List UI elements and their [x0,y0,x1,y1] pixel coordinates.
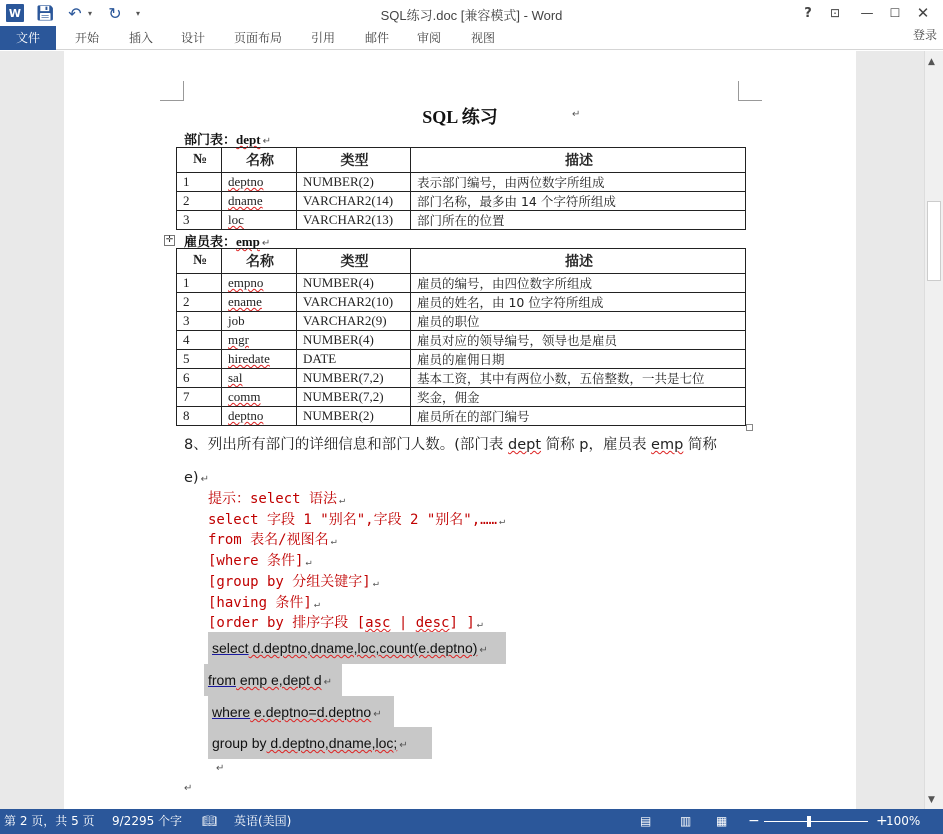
table-row [177,192,746,211]
code-line[interactable] [208,696,394,728]
table-resize-handle[interactable] [746,424,753,431]
cell-name-text: hiredate [228,351,270,366]
cell-no[interactable]: 4 [177,331,222,350]
help-icon[interactable]: ? [804,5,812,21]
cell-desc[interactable]: 基本工资，其中有两位小数，五倍整数，一共是七位 [411,369,746,388]
cell-name[interactable] [222,293,297,312]
cell-name[interactable] [222,369,297,388]
cell-name[interactable] [222,312,297,331]
header-no: № [177,249,222,274]
cell-no[interactable]: 3 [177,211,222,230]
question-text: 8、列出所有部门的详细信息和部门人数。(部门表 [184,437,508,453]
cell-type[interactable]: NUMBER(4) [297,274,411,293]
document-page[interactable] [64,51,856,809]
hint-line[interactable] [208,612,483,632]
cell-desc[interactable]: 部门名称，最多由 14 个字符所组成 [411,192,746,211]
cell-type[interactable]: VARCHAR2(9) [297,312,411,331]
hint-asc: asc [365,615,391,631]
hint-text: 提示：select 语法 [208,491,338,507]
question-text: 简称 p，雇员表 [541,437,652,453]
vertical-scrollbar[interactable] [924,51,943,809]
zoom-level[interactable]: 100% [886,814,921,828]
cell-name[interactable] [222,173,297,192]
cell-desc[interactable]: 雇员所在的部门编号 [411,407,746,426]
tab-file[interactable]: 文件 [0,26,56,50]
dept-label-name: dept [236,132,261,147]
cell-name-text: dname [228,193,263,208]
cell-name-text: deptno [228,174,264,189]
paragraph-mark: ↵ [262,136,271,147]
code-line[interactable] [208,727,432,759]
cell-name-text: comm [228,389,261,404]
zoom-slider-track[interactable] [764,821,868,822]
paragraph-mark: ↵ [200,474,209,485]
cell-no[interactable]: 2 [177,293,222,312]
cell-type[interactable]: NUMBER(4) [297,331,411,350]
status-bar [0,809,943,834]
proofing-icon[interactable]: 📖︎ [202,814,218,828]
question-word: emp [651,437,684,453]
hint-line[interactable] [208,488,345,508]
code-keyword: from [208,672,236,688]
paragraph-mark: ↵ [184,783,193,794]
tab-insert[interactable]: 插入 [128,31,153,45]
undo-icon[interactable]: ↶ [68,3,82,23]
zoom-slider-thumb[interactable] [807,816,811,827]
cell-no[interactable]: 5 [177,350,222,369]
cell-type[interactable]: VARCHAR2(14) [297,192,411,211]
header-desc: 描述 [411,249,746,274]
paragraph-mark: ↵ [476,619,483,630]
table-row [177,369,746,388]
paragraph-mark: ↵ [216,763,225,774]
crop-mark-top-left [160,81,184,101]
cell-name[interactable] [222,211,297,230]
hint-line[interactable] [208,509,505,529]
maximize-icon[interactable]: ☐ [889,6,901,20]
hint-text: [having 条件] [208,595,312,611]
ribbon-tabs [0,26,943,50]
cell-name-text: ename [228,294,262,309]
table-row [177,331,746,350]
hint-line[interactable] [208,571,379,591]
hint-text: select 字段 1 "别名",字段 2 "别名",…… [208,512,498,528]
cell-name[interactable] [222,274,297,293]
hint-text: | [390,615,416,631]
cell-no[interactable]: 3 [177,312,222,331]
page-count[interactable]: 第 2 页，共 5 页 [4,814,95,828]
cell-desc[interactable]: 表示部门编号，由两位数字所组成 [411,173,746,192]
tab-view[interactable]: 视图 [470,31,495,45]
cell-name-text: mgr [228,332,249,347]
table-header-row [177,148,746,173]
dept-label-prefix: 部门表： [184,132,237,147]
document-area[interactable] [0,51,924,809]
dept-table[interactable] [176,147,746,230]
cell-desc[interactable]: 雇员对应的领导编号，领导也是雇员 [411,331,746,350]
signin-link[interactable]: 登录 [912,28,937,42]
cell-type[interactable]: NUMBER(7,2) [297,369,411,388]
cell-name-text: deptno [228,408,264,423]
question-text: 简称 e) [184,437,717,486]
cell-desc[interactable]: 雇员的职位 [411,312,746,331]
code-text: e.deptno=d.deptno [250,704,372,720]
cell-desc[interactable]: 奖金，佣金 [411,388,746,407]
tab-design[interactable]: 设计 [180,31,205,45]
table-move-handle-icon[interactable]: ✛ [165,235,174,245]
hint-line[interactable] [208,592,320,612]
paragraph-mark: ↵ [373,709,382,720]
tab-page-layout[interactable]: 页面布局 [233,31,282,45]
cell-name-text: job [228,313,245,328]
cell-no[interactable]: 8 [177,407,222,426]
dept-table-label[interactable] [184,129,271,148]
header-name: 名称 [222,249,297,274]
read-mode-icon[interactable]: ▤ [640,814,652,828]
close-icon[interactable]: ✕ [916,4,930,22]
header-type: 类型 [297,148,411,173]
cell-type[interactable]: NUMBER(2) [297,407,411,426]
paragraph-mark: ↵ [305,557,312,568]
code-text: d.deptno,dname,loc; [266,735,398,751]
cell-name[interactable] [222,407,297,426]
paragraph-mark: ↵ [330,536,337,547]
minimize-icon[interactable]: — [860,5,874,21]
hint-text: ] ] [449,615,475,631]
paragraph-mark: ↵ [372,578,379,589]
cell-name-text: loc [228,212,244,227]
tab-references[interactable]: 引用 [310,31,335,45]
cell-no[interactable]: 2 [177,192,222,211]
cell-type[interactable]: NUMBER(7,2) [297,388,411,407]
cell-desc[interactable]: 雇员的姓名，由 10 位字符所组成 [411,293,746,312]
emp-table[interactable] [176,248,746,426]
hint-line[interactable] [208,550,311,570]
paragraph-mark: ↵ [399,740,408,751]
window-title: SQL练习.doc [兼容模式] - Word [380,8,563,23]
cell-name[interactable] [222,192,297,211]
cell-name[interactable] [222,331,297,350]
cell-type[interactable]: DATE [297,350,411,369]
paragraph-mark: ↵ [261,238,271,249]
language-indicator[interactable]: 英语(美国) [234,814,292,828]
code-keyword: group by [212,735,267,751]
tab-mailings[interactable]: 邮件 [364,31,389,45]
hint-line[interactable] [208,529,337,549]
hint-text: [where 条件] [208,553,304,569]
undo-dropdown-icon[interactable]: ▾ [87,8,92,18]
table-row [177,293,746,312]
ribbon-display-options-icon[interactable]: ⊡ [829,6,841,20]
cell-type[interactable]: NUMBER(2) [297,173,411,192]
crop-mark-top-right [738,81,762,101]
cell-no[interactable]: 6 [177,369,222,388]
scroll-down-icon[interactable]: ▼ [928,795,935,805]
code-text: d.deptno,dname,loc,count(e.deptno) [248,640,478,656]
cell-type[interactable]: VARCHAR2(13) [297,211,411,230]
header-type: 类型 [297,249,411,274]
code-text: emp e,dept d [236,672,322,688]
table-row [177,407,746,426]
code-line[interactable] [204,664,342,696]
cell-desc[interactable]: 部门所在的位置 [411,211,746,230]
header-name: 名称 [222,148,297,173]
cell-name-text: sal [228,370,243,385]
table-row [177,211,746,230]
tab-home[interactable]: 开始 [74,31,99,45]
redo-icon[interactable]: ↻ [108,3,122,23]
table-row [177,350,746,369]
word-logo-icon[interactable] [6,4,24,22]
zoom-out-icon[interactable]: − [748,813,760,829]
paragraph-mark: ↵ [339,495,346,506]
scroll-up-icon[interactable]: ▲ [928,57,935,67]
paragraph-mark: ↵ [479,645,488,656]
save-icon[interactable]: 💾︎ [35,4,55,22]
hint-text: [order by 排序字段 [ [208,615,366,631]
table-row [177,274,746,293]
header-desc: 描述 [411,148,746,173]
table-row [177,312,746,331]
table-row [177,388,746,407]
cell-name[interactable] [222,388,297,407]
tab-review[interactable]: 审阅 [416,31,441,45]
emp-label-name: emp [236,234,260,249]
cell-no[interactable]: 1 [177,274,222,293]
code-keyword: select [212,640,249,656]
hint-text: from 表名/视图名 [208,532,329,548]
question-word: dept [508,437,542,453]
paragraph-mark: ↵ [572,109,581,120]
table-header-row [177,249,746,274]
web-layout-icon[interactable]: ▦ [716,814,728,828]
cell-name-text: empno [228,275,264,290]
paragraph-mark: ↵ [323,677,333,688]
paragraph-mark: ↵ [313,599,320,610]
cell-desc[interactable]: 雇员的编号，由四位数字所组成 [411,274,746,293]
paragraph-mark: ↵ [499,516,506,527]
code-keyword: where [212,704,251,720]
scrollbar-thumb[interactable] [927,201,941,281]
customize-toolbar-icon[interactable]: ▾ [135,8,140,18]
hint-desc: desc [415,615,450,631]
print-layout-icon[interactable]: ▥ [680,814,692,828]
cell-no[interactable]: 1 [177,173,222,192]
word-count[interactable]: 9/2295 个字 [112,814,183,828]
cell-no[interactable]: 7 [177,388,222,407]
title-bar [0,0,943,26]
cell-desc[interactable]: 雇员的雇佣日期 [411,350,746,369]
emp-label-prefix: 雇员表： [184,234,237,249]
table-row [177,173,746,192]
code-line[interactable] [208,632,506,664]
app-icon-letter: W [8,6,22,20]
header-no: № [177,148,222,173]
cell-type[interactable]: VARCHAR2(10) [297,293,411,312]
cell-name[interactable] [222,350,297,369]
hint-text: [group by 分组关键字] [208,574,371,590]
document-title[interactable]: SQL 练习 [422,107,498,127]
zoom-in-icon[interactable]: + [876,813,888,829]
question-paragraph[interactable] [184,429,744,496]
